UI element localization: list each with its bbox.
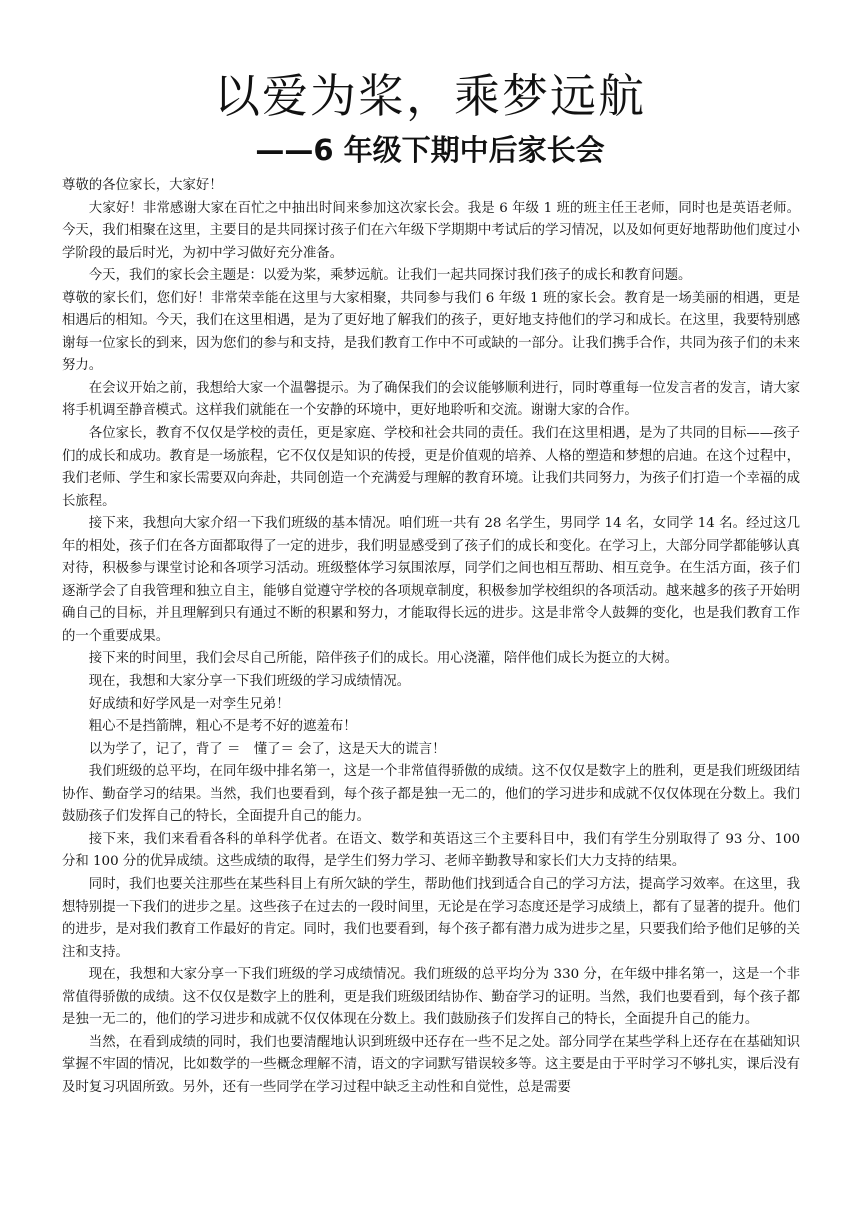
paragraph: 尊敬的家长们，您们好！非常荣幸能在这里与大家相聚，共同参与我们 6 年级 1 班的家长会。教育是一场美丽的相遇，更是相遇后的相知。今天，我们在这里相遇，是为了更好地了解我们的孩子，更好地支持他们的学习和成长。在这里，我要特别感谢每一位家长的到来，因为您们的参与和支持，是我们教育工作中不可或缺的一部分。让我们携手合作，共同为孩子们的未来努力。 xyxy=(62,290,800,374)
paragraph: 接下来，我想向大家介绍一下我们班级的基本情况。咱们班一共有 28 名学生，男同学 14 名，女同学 14 名。经过这几年的相处，孩子们在各方面都取得了一定的进步，我们明显感受到了孩子们的成长和变化。在学习上，大部分同学都能够认真对待，积极参与课堂讨论和各项学习活动。班级整体学习氛围浓厚，同学们之间也相互帮助、相互竞争。在生活方面，孩子们逐渐学会了自我管理和独立自主，能够自觉遵守学校的各项规章制度，积极参加学校组织的各项活动。越来越多的孩子开始明确自己的目标，并且理解到只有通过不断的积累和努力，才能取得长远的进步。这是非常令人鼓舞的变化，也是我们教育工作的一个重要成果。 xyxy=(62,516,800,644)
paragraph: 接下来的时间里，我们会尽自己所能，陪伴孩子们的成长。用心浇灌，陪伴他们成长为挺立的大树。 xyxy=(88,651,678,667)
paragraph: 各位家长，教育不仅仅是学校的责任，更是家庭、学校和社会共同的责任。我们在这里相遇，是为了共同的目标——孩子们的成长和成功。教育是一场旅程，它不仅仅是知识的传授，更是价值观的培养、人格的塑造和梦想的启迪。在这个过程中，我们老师、学生和家长需要双向奔赴，共同创造一个充满爱与理解的教育环境。让我们共同努力，为孩子们打造一个幸福的成长旅程。 xyxy=(62,426,800,509)
paragraph: 好成绩和好学风是一对孪生兄弟！ xyxy=(88,696,290,712)
paragraph: 以为学了，记了，背了 ＝ 懂了＝ 会了，这是天大的谎言！ xyxy=(88,741,446,757)
document-body xyxy=(62,175,800,1099)
paragraph: 我们班级的总平均，在同年级中排名第一，这是一个非常值得骄傲的成绩。这不仅仅是数字上的胜利，更是我们班级团结协作、勤奋学习的结果。当然，我们也要看到，每个孩子都是独一无二的，他们的学习进步和成就不仅仅体现在分数上。我们鼓励孩子们发挥自己的特长，全面提升自己的能力。 xyxy=(62,764,800,825)
paragraph: 大家好！非常感谢大家在百忙之中抽出时间来参加这次家长会。我是 6 年级 1 班的班主任王老师，同时也是英语老师。今天，我们相聚在这里，主要目的是共同探讨孩子们在六年级下学期期中考试后的学习情况，以及如何更好地帮助他们度过小学阶段的最后时光，为初中学习做好充分准备。 xyxy=(62,200,800,261)
paragraph: 当然，在看到成绩的同时，我们也要清醒地认识到班级中还存在一些不足之处。部分同学在某些学科上还存在在基础知识掌握不牢固的情况，比如数学的一些概念理解不清，语文的字词默写错误较多等。这主要是由于平时学习不够扎实，课后没有及时复习巩固所致。另外，还有一些同学在学习过程中缺乏主动性和自觉性，总是需要 xyxy=(62,1034,800,1095)
paragraph: 在会议开始之前，我想给大家一个温馨提示。为了确保我们的会议能够顺利进行，同时尊重每一位发言者的发言，请大家将手机调至静音模式。这样我们就能在一个安静的环境中，更好地聆听和交流。谢谢大家的合作。 xyxy=(62,380,800,419)
paragraph: 接下来，我们来看看各科的单科学优者。在语文、数学和英语这三个主要科目中，我们有学生分别取得了 93 分、100 分和 100 分的优异成绩。这些成绩的取得，是学生们努力学习、老师辛勤教导和家长们大力支持的结果。 xyxy=(62,831,800,870)
paragraph: 粗心不是挡箭牌，粗心不是考不好的遮羞布！ xyxy=(88,719,357,735)
paragraph: 同时，我们也要关注那些在某些科目上有所欠缺的学生，帮助他们找到适合自己的学习方法，提高学习效率。在这里，我想特别提一下我们的进步之星。这些孩子在过去的一段时间里，无论是在学习态度还是学习成绩上，都有了显著的提升。他们的进步，是对我们教育工作最好的肯定。同时，我们也要看到，每个孩子都有潜力成为进步之星，只要我们给予他们足够的关注和支持。 xyxy=(62,876,800,960)
document-subtitle: ——6 年级下期中后家长会 xyxy=(255,133,605,167)
paragraph: 今天，我们的家长会主题是：以爱为桨，乘梦远航。让我们一起共同探讨我们孩子的成长和教育问题。 xyxy=(88,268,692,284)
document-title: 以爱为桨，乘梦远航 xyxy=(214,69,646,123)
paragraph: 现在，我想和大家分享一下我们班级的学习成绩情况。我们班级的总平均分为 330 分，在年级中排名第一，这是一个非常值得骄傲的成绩。这不仅仅是数字上的胜利，更是我们班级团结协作、勤奋学习的证明。当然，我们也要看到，每个孩子都是独一无二的，他们的学习进步和成就不仅仅体现在分数上。我们鼓励孩子们发挥自己的特长，全面提升自己的能力。 xyxy=(62,967,800,1028)
paragraph: 现在，我想和大家分享一下我们班级的学习成绩情况。 xyxy=(88,674,411,690)
paragraph: 尊敬的各位家长，大家好！ xyxy=(62,178,223,193)
